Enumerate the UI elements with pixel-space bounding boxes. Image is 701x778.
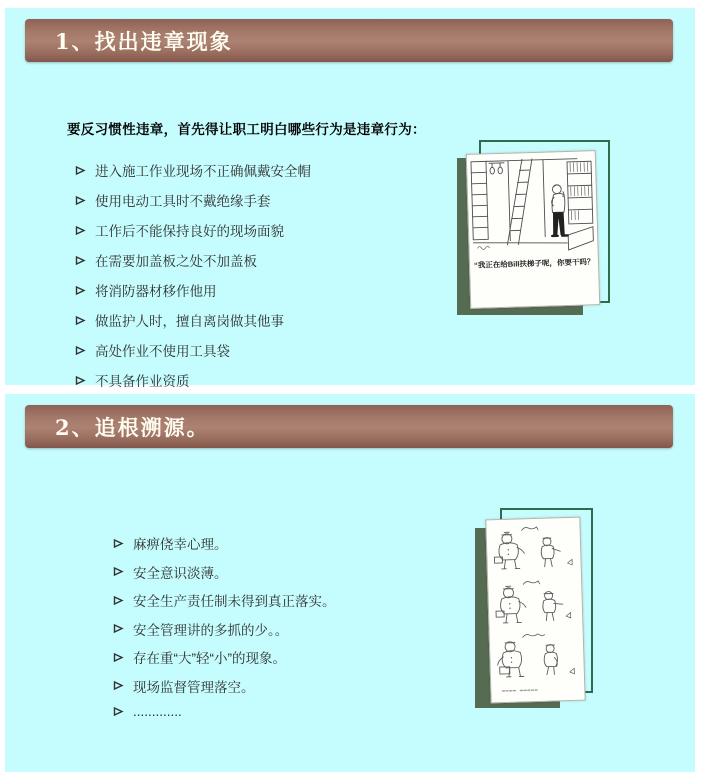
arrowhead-right-icon xyxy=(113,623,124,634)
slide-2-title-bar xyxy=(25,405,673,448)
list-item-label: 安全管理讲的多抓的少。。 xyxy=(133,622,289,638)
arrowhead-right-icon xyxy=(75,375,86,386)
list-item-label: 安全生产责任制未得到真正落实。 xyxy=(133,594,336,609)
list-item-label: 存在重“大”轻“小”的现象。 xyxy=(133,651,286,666)
slide-1-bullet-list xyxy=(75,160,311,425)
list-item-label: 不具备作业资质 xyxy=(95,374,190,389)
list-item xyxy=(113,619,336,639)
list-item-label: 做监护人时，擅自离岗做其他事 xyxy=(95,314,284,329)
list-item xyxy=(75,190,311,210)
list-item-label: ............. xyxy=(133,704,182,719)
arrowhead-right-icon xyxy=(75,225,86,236)
list-item xyxy=(75,370,311,390)
slide-2 xyxy=(5,394,695,772)
list-item-label: 将消防器材移作他用 xyxy=(95,284,217,299)
list-item xyxy=(75,310,311,330)
list-item-label: 安全意识淡薄。 xyxy=(133,565,228,581)
arrowhead-right-icon xyxy=(75,165,86,176)
slide-1 xyxy=(5,8,695,389)
list-item xyxy=(113,562,336,582)
ladder-cartoon-drawing xyxy=(469,154,596,254)
arrowhead-right-icon xyxy=(113,680,124,691)
comic-strip-image xyxy=(485,517,585,704)
list-item xyxy=(75,160,311,180)
list-item xyxy=(113,590,336,610)
list-item xyxy=(113,533,336,553)
slide-2-bullet-list xyxy=(113,533,336,728)
list-item xyxy=(75,280,311,300)
slide-1-title: 1、找出违章现象 xyxy=(55,28,233,54)
list-item xyxy=(113,647,336,667)
comic-strip-drawing xyxy=(489,521,582,700)
slide-1-title-bar xyxy=(25,19,673,62)
list-item xyxy=(75,220,311,240)
arrowhead-right-icon xyxy=(113,652,124,663)
list-item-label: 进入施工作业现场不正确佩戴安全帽 xyxy=(95,164,311,179)
list-item xyxy=(75,250,311,270)
list-item-label: 工作后不能保持良好的现场面貌 xyxy=(95,224,284,239)
arrowhead-right-icon xyxy=(75,255,86,266)
arrowhead-right-icon xyxy=(113,566,124,577)
list-item xyxy=(113,676,336,696)
list-item-label: 使用电动工具时不戴绝缘手套 xyxy=(95,194,271,209)
cartoon-caption: “我正在给Bill扶梯子呢，你要干吗？ xyxy=(473,257,595,270)
slide-1-lead-text: 要反习惯性违章，首先得让职工明白哪些行为是违章行为： xyxy=(67,122,426,137)
list-item-label: 高处作业不使用工具袋 xyxy=(95,344,230,359)
arrowhead-right-icon xyxy=(75,315,86,326)
ladder-cartoon-image xyxy=(466,150,601,309)
list-item xyxy=(75,340,311,360)
arrowhead-right-icon xyxy=(113,595,124,606)
slide-2-title: 2、追根溯源。 xyxy=(55,414,210,440)
arrowhead-right-icon xyxy=(75,285,86,296)
arrowhead-right-icon xyxy=(113,538,124,549)
arrowhead-right-icon xyxy=(75,195,86,206)
arrowhead-right-icon xyxy=(113,706,124,717)
list-item xyxy=(113,704,336,719)
list-item-label: 现场监督管理落空。 xyxy=(133,679,255,695)
arrowhead-right-icon xyxy=(75,345,86,356)
list-item-label: 麻痹侥幸心理。 xyxy=(133,537,228,552)
list-item-label: 在需要加盖板之处不加盖板 xyxy=(95,254,257,269)
